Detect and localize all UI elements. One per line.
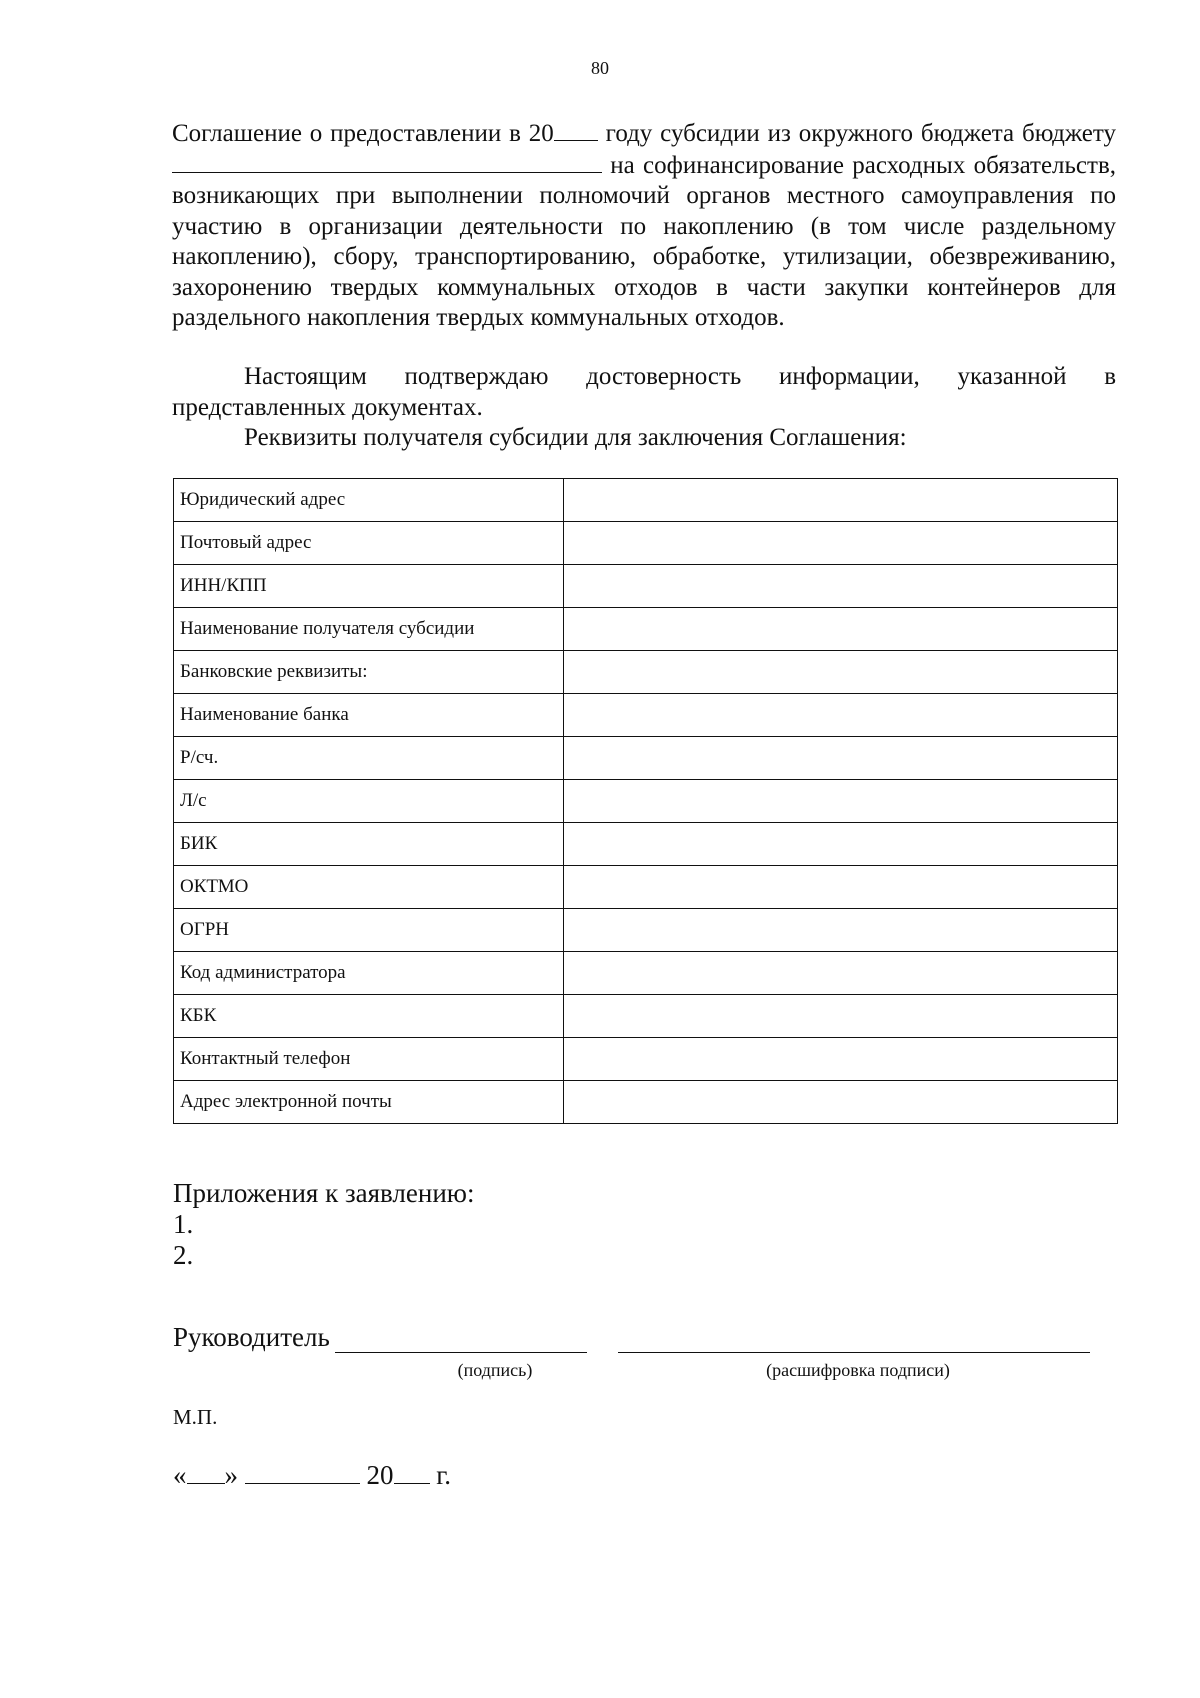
attachment-item: 1. [173,1209,194,1239]
requisite-label: БИК [174,823,564,866]
date-open-quote: « [173,1460,187,1490]
signature-decryption-line[interactable] [618,1352,1090,1353]
date-year-prefix: 20 [366,1460,394,1490]
decryption-caption: (расшифровка подписи) [766,1360,950,1380]
agreement-paragraph [172,118,1116,334]
requisites-row [174,1081,1118,1124]
signature-caption: (подпись) [457,1360,533,1380]
agreement-text-2: году субсидии из окружного бюджета бюджету [597,120,1116,147]
stamp-place: М.П. [173,1405,218,1429]
requisite-value-field[interactable] [564,866,1118,909]
requisite-label: Код администратора [174,952,564,995]
requisite-label: КБК [174,995,564,1038]
requisite-value-field[interactable] [564,780,1118,823]
requisite-value-field[interactable] [564,1038,1118,1081]
requisites-row [174,909,1118,952]
requisite-value-field[interactable] [564,952,1118,995]
requisites-row [174,694,1118,737]
requisite-label: Юридический адрес [174,479,564,522]
requisites-row [174,823,1118,866]
month-blank[interactable] [245,1461,360,1484]
attachments-section [173,1178,474,1271]
requisite-value-field[interactable] [564,522,1118,565]
requisites-row [174,608,1118,651]
agreement-text-1: Соглашение о предоставлении в 20 [172,120,554,147]
requisite-value-field[interactable] [564,909,1118,952]
requisite-value-field[interactable] [564,479,1118,522]
requisite-value-field[interactable] [564,608,1118,651]
date-year-blank[interactable] [394,1461,430,1484]
attachment-item: 2. [173,1240,194,1270]
requisite-value-field[interactable] [564,823,1118,866]
requisites-row [174,737,1118,780]
date-line [173,1460,451,1491]
page-number: 80 [591,58,609,78]
confirmation-paragraph: Настоящим подтверждаю достоверность информации, указанной в представленных документах. [172,363,1116,421]
requisite-value-field[interactable] [564,1081,1118,1124]
requisites-row [174,952,1118,995]
signature-label: Руководитель [173,1322,330,1352]
requisites-table [173,478,1118,1124]
requisite-label: Адрес электронной почты [174,1081,564,1124]
requisite-label: Наименование получателя субсидии [174,608,564,651]
requisites-row [174,522,1118,565]
requisite-label: ОКТМО [174,866,564,909]
requisite-label: Контактный телефон [174,1038,564,1081]
requisite-label: Л/с [174,780,564,823]
requisite-label: Банковские реквизиты: [174,651,564,694]
year-blank[interactable] [554,118,598,141]
requisite-value-field[interactable] [564,694,1118,737]
requisite-label: Почтовый адрес [174,522,564,565]
day-blank[interactable] [187,1461,225,1484]
requisite-value-field[interactable] [564,995,1118,1038]
date-year-suffix: г. [429,1460,452,1490]
requisites-row [174,780,1118,823]
requisite-value-field[interactable] [564,737,1118,780]
attachments-heading: Приложения к заявлению: [173,1178,475,1208]
requisites-row [174,479,1118,522]
requisites-row [174,866,1118,909]
requisite-label: ОГРН [174,909,564,952]
date-close-quote: » [224,1460,238,1490]
signature-line[interactable] [335,1352,587,1353]
requisite-label: ИНН/КПП [174,565,564,608]
requisites-heading: Реквизиты получателя субсидии для заключения Соглашения: [244,424,907,451]
requisites-row [174,995,1118,1038]
requisites-row [174,1038,1118,1081]
requisites-row [174,565,1118,608]
requisite-label: Наименование банка [174,694,564,737]
requisites-row [174,651,1118,694]
requisite-value-field[interactable] [564,651,1118,694]
budget-name-blank[interactable] [172,150,602,173]
agreement-text-3: на софинансирование расходных обязательств, возникающих при выполнении полномочий органов местного самоуправления по участию в организации деятельности по накоплению (в том числе раздельному накоплению), сбору, транспортированию, обработке, утилизации, обезвреживанию, захоронению твердых коммунальных отходов в части закупки контейнеров для раздельного накопления твердых коммунальных отходов. [172,151,1116,331]
requisite-value-field[interactable] [564,565,1118,608]
requisite-label: Р/сч. [174,737,564,780]
